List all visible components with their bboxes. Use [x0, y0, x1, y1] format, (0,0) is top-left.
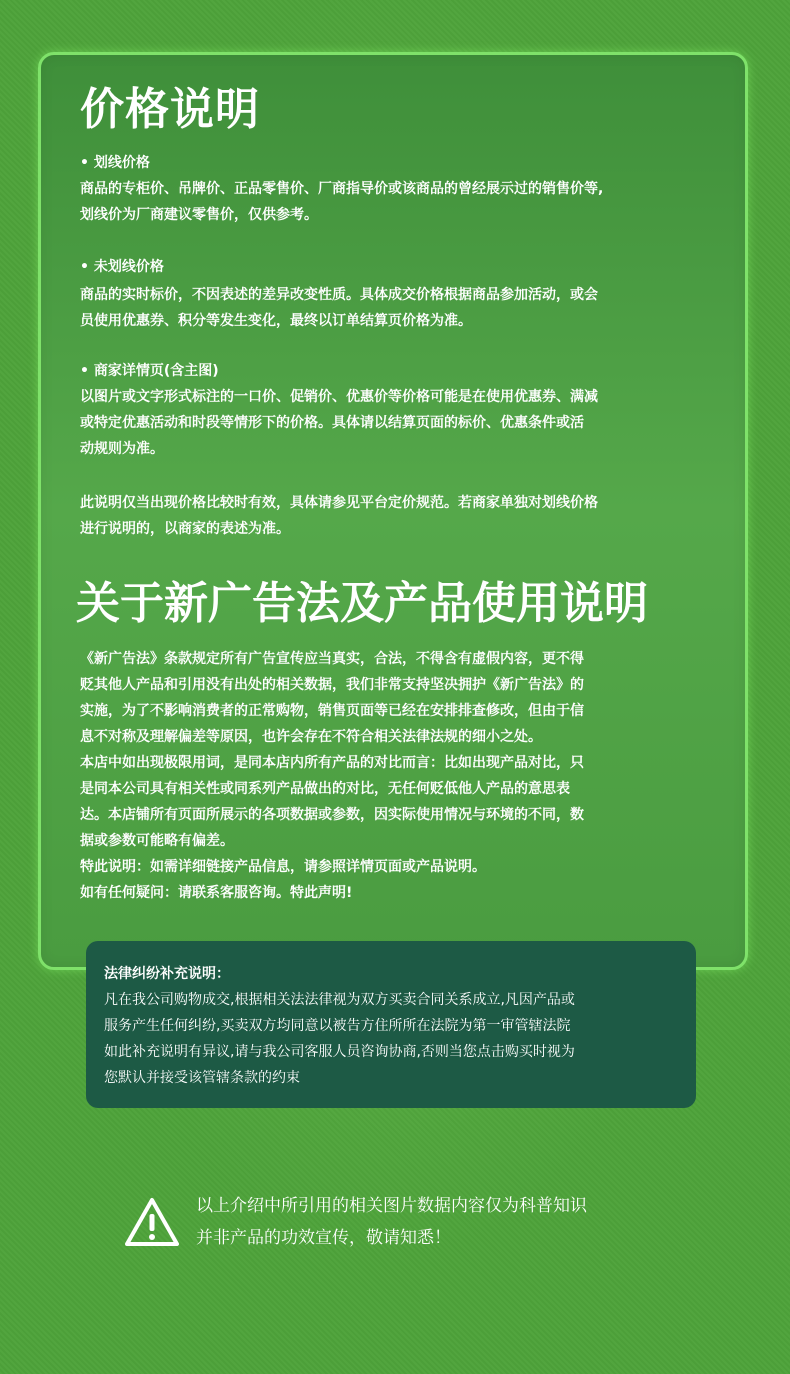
price-footer — [80, 490, 730, 542]
desc-line: 或特定优惠活动和时段等情形下的价格。具体请以结算页面的标价、优惠条件或活 — [80, 415, 584, 431]
body-line: 据或参数可能略有偏差。 — [80, 833, 234, 849]
footer-line: 此说明仅当出现价格比较时有效，具体请参见平台定价规范。若商家单独对划线价格 — [80, 495, 598, 511]
body-line: 特此说明：如需详细链接产品信息，请参照详情页面或产品说明。 — [80, 859, 486, 875]
legal-line: 服务产生任何纠纷,买卖双方均同意以被告方住所所在法院为第一审管辖法院 — [104, 1018, 571, 1034]
legal-title: 法律纠纷补充说明： — [104, 966, 230, 982]
desc-line: 商品的实时标价，不因表述的差异改变性质。具体成交价格根据商品参加活动，或会 — [80, 287, 598, 303]
price-item-label: • 划线价格 — [80, 155, 150, 171]
ad-law-body — [80, 646, 730, 906]
body-line: 本店中如出现极限用词，是同本店内所有产品的对比而言：比如出现产品对比，只 — [80, 755, 584, 771]
body-line: 《新广告法》条款规定所有广告宣传应当真实，合法，不得含有虚假内容，更不得 — [80, 651, 584, 667]
footer-line: 进行说明的，以商家的表述为准。 — [80, 521, 290, 537]
desc-line: 商品的专柜价、吊牌价、正品零售价、厂商指导价或该商品的曾经展示过的销售价等, — [80, 181, 604, 197]
price-item-label: • 未划线价格 — [80, 259, 164, 275]
legal-dispute-box — [86, 941, 696, 1108]
desc-line: 员使用优惠券、积分等发生变化，最终以订单结算页价格为准。 — [80, 313, 472, 329]
body-line: 是同本公司具有相关性或同系列产品做出的对比，无任何贬低他人产品的意思表 — [80, 781, 570, 797]
notice-line: 并非产品的功效宣传，敬请知悉！ — [196, 1228, 451, 1248]
body-line: 如有任何疑问：请联系客服咨询。特此声明! — [80, 885, 353, 901]
body-line: 贬其他人产品和引用没有出处的相关数据，我们非常支持坚决拥护《新广告法》的 — [80, 677, 584, 693]
notice-line: 以上介绍中所引用的相关图片数据内容仅为科普知识 — [196, 1196, 587, 1216]
body-line: 息不对称及理解偏差等原因，也许会存在不符合相关法律法规的细小之处。 — [80, 729, 542, 745]
legal-line: 凡在我公司购物成交,根据相关法法律视为双方买卖合同关系成立,凡因产品或 — [104, 992, 575, 1008]
body-line: 实施，为了不影响消费者的正常购物，销售页面等已经在安排排查修改，但由于信 — [80, 703, 584, 719]
price-item-desc — [80, 384, 730, 462]
warning-icon — [124, 1196, 180, 1248]
price-item-label: • 商家详情页(含主图) — [80, 363, 219, 379]
desc-line: 以图片或文字形式标注的一口价、促销价、优惠价等价格可能是在使用优惠券、满减 — [80, 389, 598, 405]
price-item-desc — [80, 282, 730, 334]
legal-line: 如此补充说明有异议,请与我公司客服人员咨询协商,否则当您点击购买时视为 — [104, 1044, 575, 1060]
desc-line: 划线价为厂商建议零售价，仅供参考。 — [80, 207, 318, 223]
legal-line: 您默认并接受该管辖条款的约束 — [104, 1070, 300, 1086]
price-title: 价格说明 — [80, 84, 260, 135]
ad-law-title: 关于新广告法及产品使用说明 — [76, 578, 648, 629]
disclaimer-notice — [196, 1190, 587, 1254]
desc-line: 动规则为准。 — [80, 441, 164, 457]
body-line: 达。本店铺所有页面所展示的各项数据或参数，因实际使用情况与环境的不同，数 — [80, 807, 584, 823]
price-item-desc — [80, 176, 730, 228]
